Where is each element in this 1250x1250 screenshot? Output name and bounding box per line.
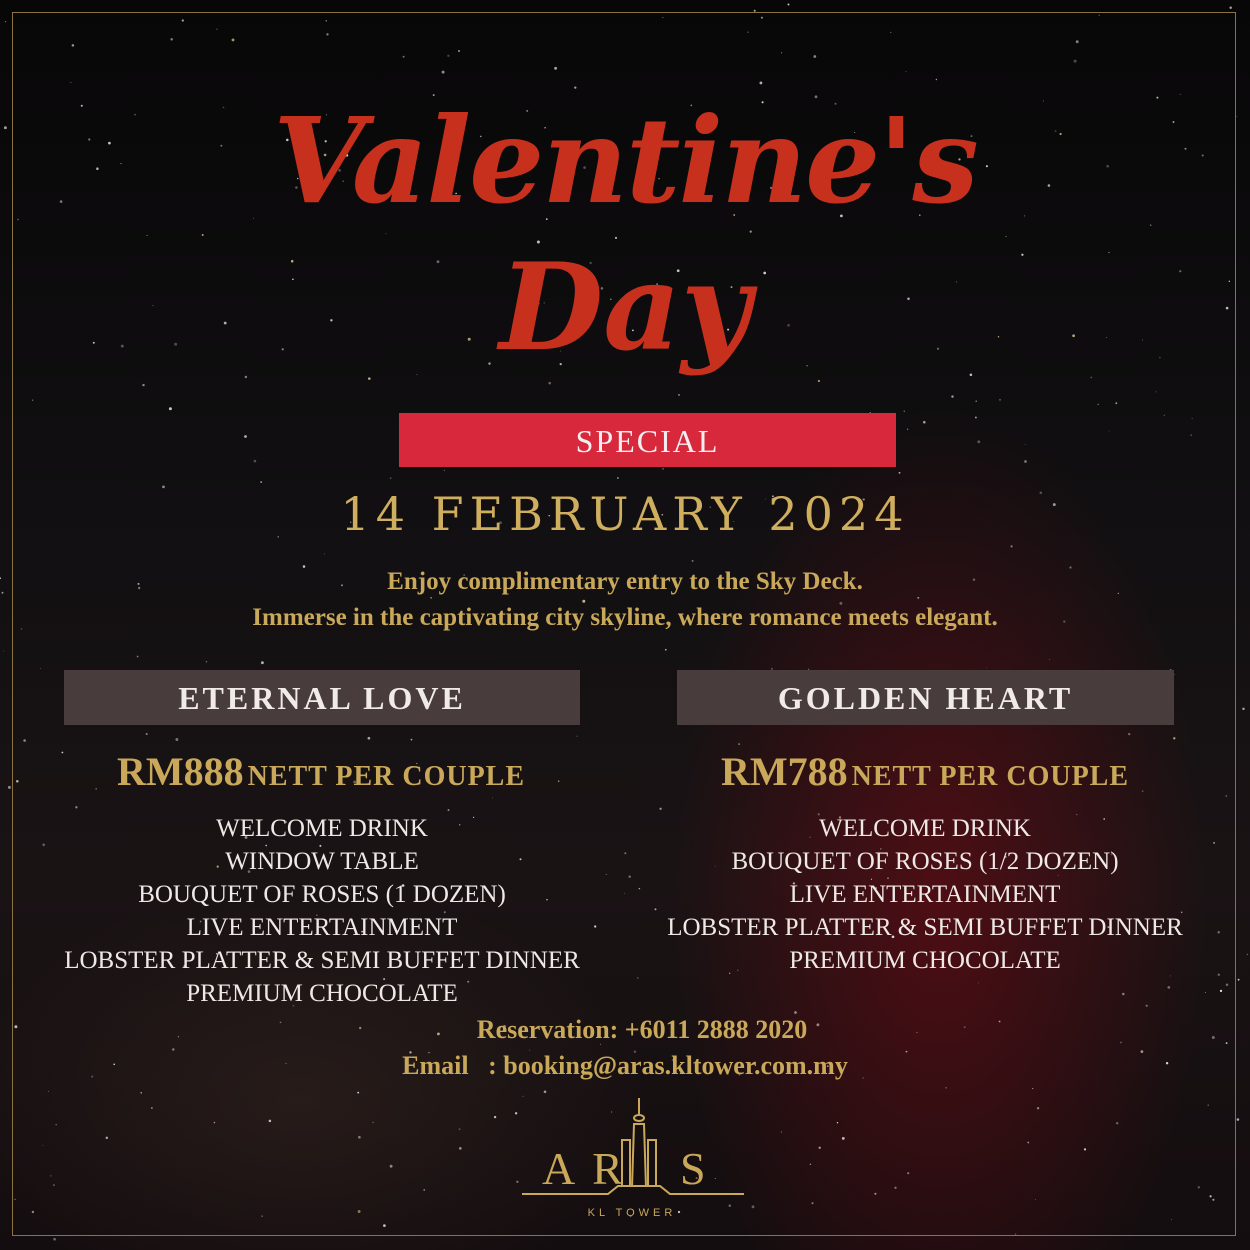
feature-item: LIVE ENTERTAINMENT xyxy=(789,881,1061,908)
price-unit: NETT PER COUPLE xyxy=(851,761,1130,792)
feature-item: WELCOME DRINK xyxy=(819,815,1031,842)
package-header-eternal-love: ETERNAL LOVE xyxy=(64,670,580,725)
intro-line-1: Enjoy complimentary entry to the Sky Deck. xyxy=(387,568,863,595)
package-header-golden-heart: GOLDEN HEART xyxy=(677,670,1174,725)
event-date: 14 FEBRUARY 2024 xyxy=(340,487,910,541)
price-golden-heart xyxy=(625,748,1225,795)
feature-item: PREMIUM CHOCOLATE xyxy=(186,980,458,1007)
features-golden-heart xyxy=(625,812,1225,977)
feature-item: LOBSTER PLATTER & SEMI BUFFET DINNER xyxy=(667,914,1183,941)
feature-item: WELCOME DRINK xyxy=(216,815,428,842)
reservation-phone: Reservation: +6011 2888 2020 xyxy=(476,1015,808,1044)
logo-letters: S xyxy=(680,1143,710,1194)
feature-item: PREMIUM CHOCOLATE xyxy=(789,947,1061,974)
feature-item: BOUQUET OF ROSES (1/2 DOZEN) xyxy=(731,848,1119,875)
title-valentines: Valentine's xyxy=(273,91,977,230)
feature-item: BOUQUET OF ROSES (1 DOZEN) xyxy=(138,881,506,908)
feature-item: LIVE ENTERTAINMENT xyxy=(186,914,458,941)
price-amount: RM888 xyxy=(116,749,244,794)
intro-line-2: Immerse in the captivating city skyline, where romance meets elegant. xyxy=(252,604,998,631)
logo-subtext: KL TOWER xyxy=(587,1207,677,1219)
features-eternal-love xyxy=(22,812,622,1010)
reservation-email: Email : booking@aras.kltower.com.my xyxy=(402,1051,848,1080)
price-eternal-love xyxy=(0,748,642,795)
title-day: Day xyxy=(499,237,751,378)
price-unit: NETT PER COUPLE xyxy=(247,761,526,792)
feature-item: LOBSTER PLATTER & SEMI BUFFET DINNER xyxy=(64,947,580,974)
price-amount: RM788 xyxy=(720,749,848,794)
special-banner: SPECIAL xyxy=(399,413,896,467)
logo-letters: A R xyxy=(542,1143,627,1194)
feature-item: WINDOW TABLE xyxy=(225,848,419,875)
aras-kl-tower-logo xyxy=(512,1092,752,1222)
